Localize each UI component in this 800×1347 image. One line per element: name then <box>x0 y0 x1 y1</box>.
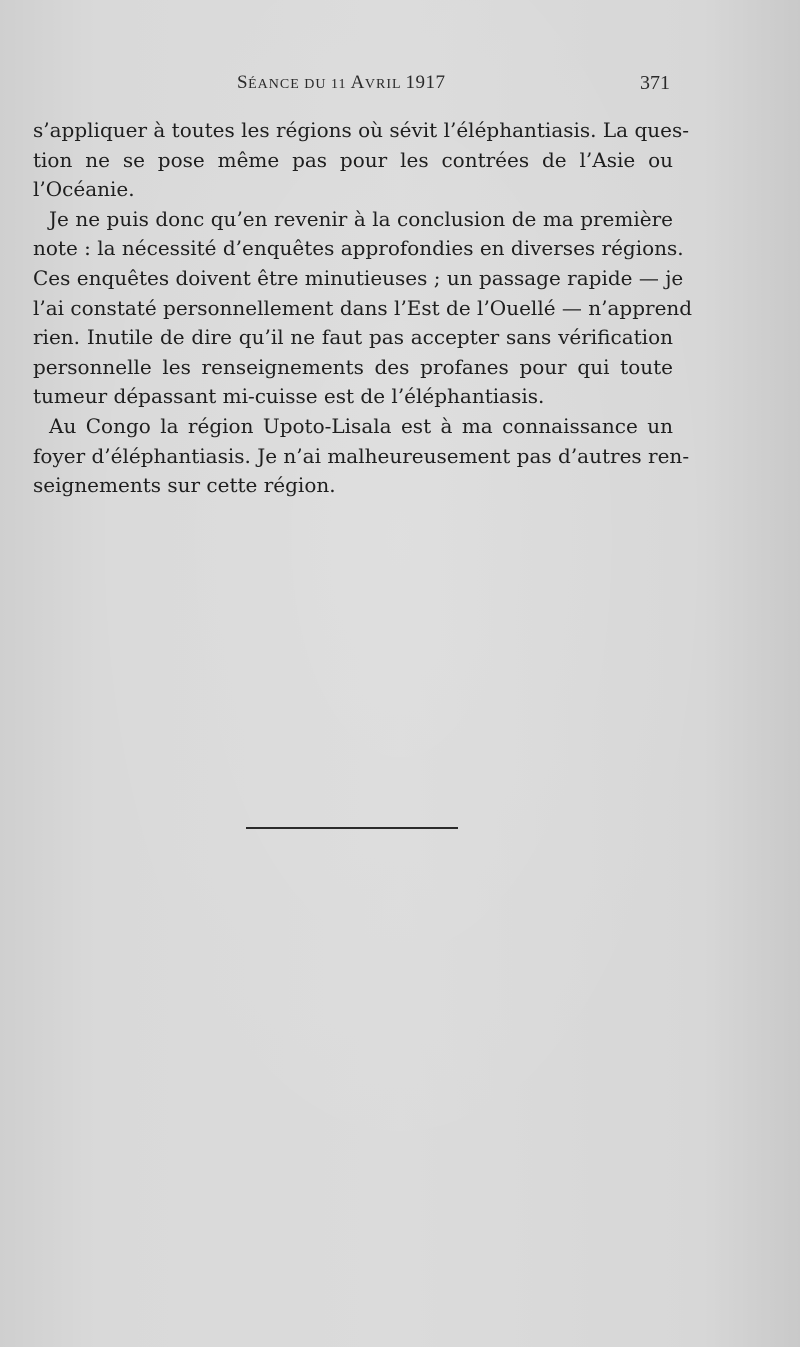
text-line: l’ai constaté personnellement dans l’Est de l’Ouellé — n’apprend <box>33 295 693 320</box>
running-title-part: ÉANCE DU <box>248 77 331 92</box>
page-number: 371 <box>640 72 670 94</box>
text-line: Ces enquêtes doivent être minutieuses ; un passage rapide — je <box>33 265 684 290</box>
running-title-part: 1917 <box>405 72 446 93</box>
text-line: seignements sur cette région. <box>33 473 336 498</box>
text-line: s’appliquer à toutes les régions où sévit l’éléphantiasis. La ques- <box>33 118 689 142</box>
body-text <box>33 116 693 501</box>
paragraph <box>33 412 690 501</box>
paragraph <box>33 116 689 205</box>
running-title-part: A <box>346 72 365 93</box>
paragraph <box>33 205 693 412</box>
section-end-rule <box>246 827 458 829</box>
running-head <box>0 72 800 102</box>
text-line: Je ne puis donc qu’en revenir à la conclusion de ma première <box>49 206 673 231</box>
running-title-part: VRIL <box>364 77 406 92</box>
running-title <box>237 72 446 94</box>
running-title-part: S <box>237 72 249 93</box>
text-line: note : la nécessité d’enquêtes approfondies en diverses régions. <box>33 236 684 261</box>
text-line: l’Océanie. <box>33 177 135 202</box>
text-line: tion ne se pose même pas pour les contrées de l’Asie ou <box>33 147 673 172</box>
text-line: rien. Inutile de dire qu’il ne faut pas accepter sans vérification <box>33 325 673 350</box>
text-line: tumeur dépassant mi-cuisse est de l’éléphantiasis. <box>33 384 545 409</box>
text-line: Au Congo la région Upoto-Lisala est à ma connaissance un <box>49 413 673 438</box>
text-line: personnelle les renseignements des profanes pour qui toute <box>33 354 673 379</box>
running-title-part: 11 <box>330 77 347 92</box>
text-line: foyer d’éléphantiasis. Je n’ai malheureusement pas d’autres ren- <box>33 443 690 468</box>
